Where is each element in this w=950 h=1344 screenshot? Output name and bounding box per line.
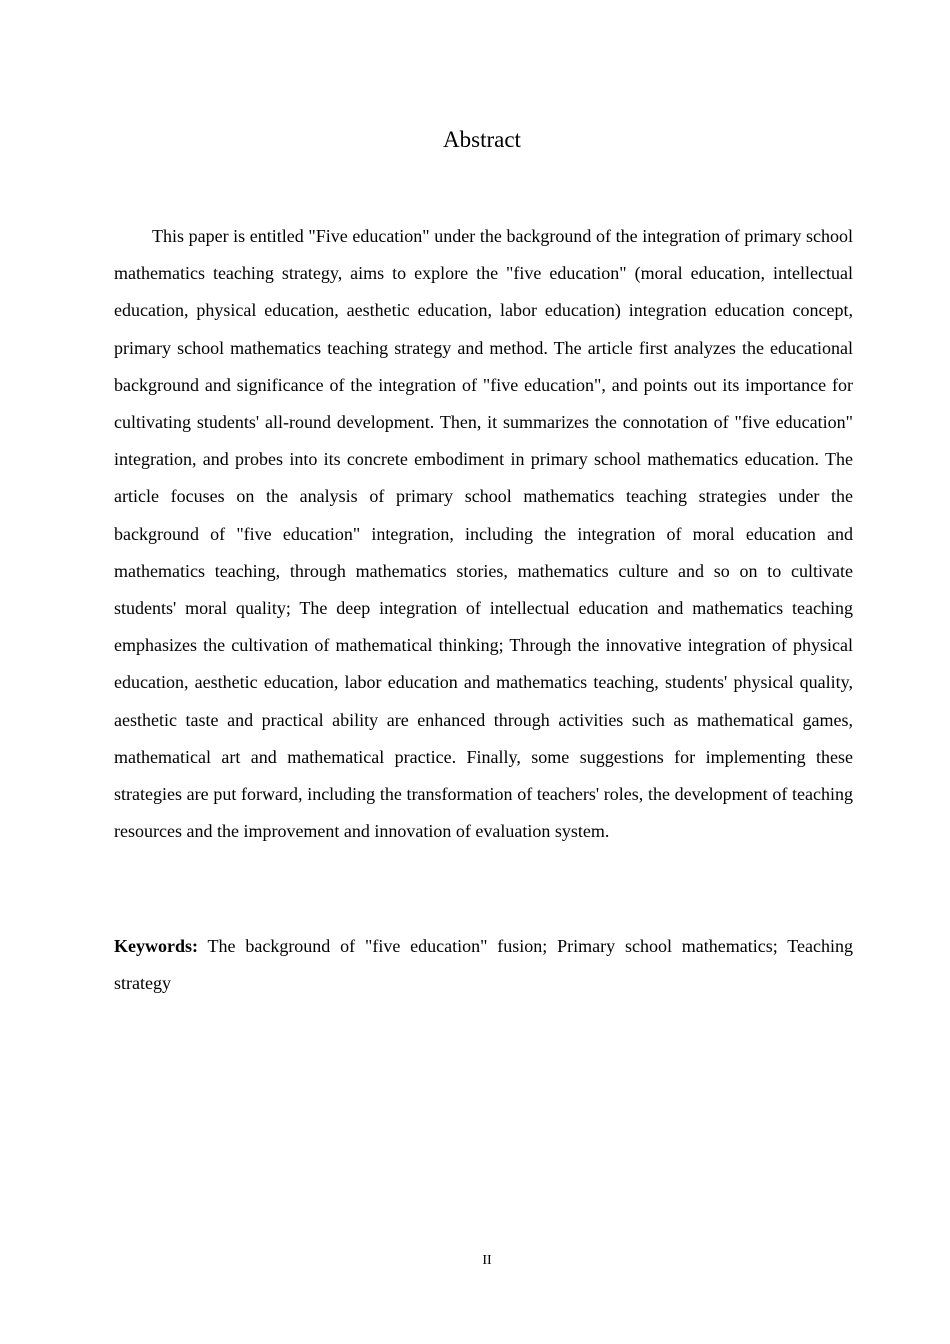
keywords-text: The background of "five education" fusion; Primary school mathematics; Teaching strategy	[114, 936, 853, 993]
abstract-title: Abstract	[443, 127, 521, 152]
page-number: II	[482, 1253, 492, 1268]
abstract-body: This paper is entitled "Five education" under the background of the integration of primary school mathematics teaching strategy, aims to explore the "five education" (moral education, intellectual education, physical education, aesthetic education, labor education) integration education concept, primary school mathematics teaching strategy and method. The article first analyzes the educational background and significance of the integration of "five education", and points out its importance for cultivating students' all-round development. Then, it summarizes the connotation of "five education" integration, and probes into its concrete embodiment in primary school mathematics education. The article focuses on the analysis of primary school mathematics teaching strategies under the background of "five education" integration, including the integration of moral education and mathematics teaching, through mathematics stories, mathematics culture and so on to cultivate students' moral quality; The deep integration of intellectual education and mathematics teaching emphasizes the cultivation of mathematical thinking; Through the innovative integration of physical education, aesthetic education, labor education and mathematics teaching, students' physical quality, aesthetic taste and practical ability are enhanced through activities such as mathematical games, mathematical art and mathematical practice. Finally, some suggestions for implementing these strategies are put forward, including the transformation of teachers' roles, the development of teaching resources and the improvement and innovation of evaluation system.	[114, 226, 853, 842]
keywords-paragraph	[114, 928, 853, 1001]
keywords-label: Keywords:	[114, 936, 198, 956]
